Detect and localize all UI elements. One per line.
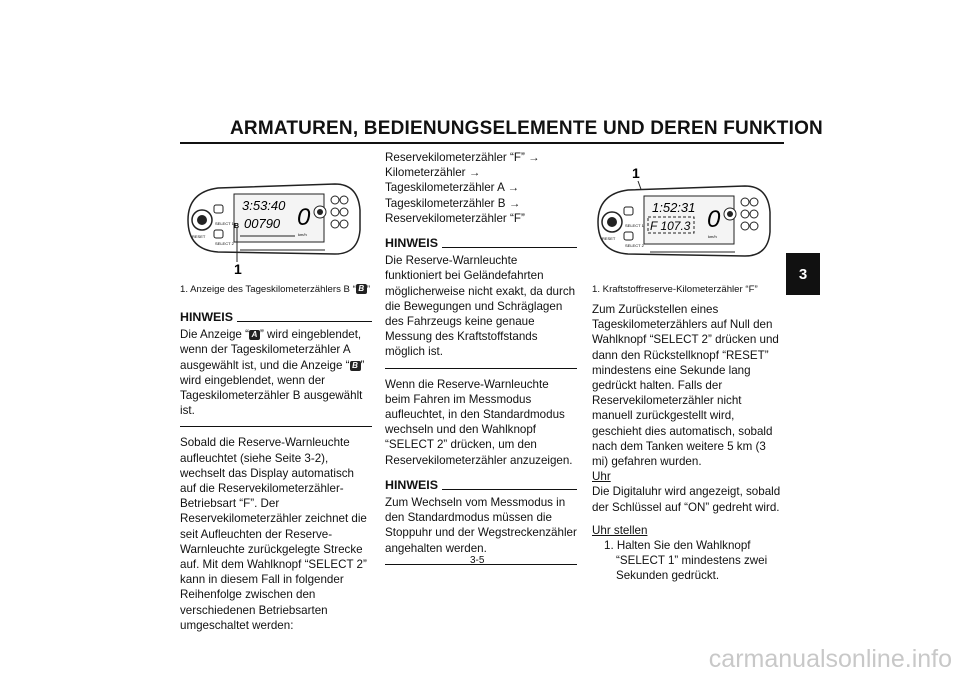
callout-1: 1 bbox=[632, 165, 640, 181]
display-gear: 0 bbox=[707, 206, 721, 233]
unit-label: km/h bbox=[708, 234, 717, 239]
hinweis-text: Die Reserve-Warnleuchte funktioniert bei Geländefahrten möglicherweise nicht exakt, da durch die Bewegungen und Schräglagen des Fahrzeugs keine genaue Messung des Kraftstoffstands möglich ist. bbox=[385, 254, 576, 359]
select1-label: SELECT 1 bbox=[215, 221, 234, 226]
callout-1: 1 bbox=[234, 261, 242, 277]
trip-a-icon: A bbox=[249, 330, 260, 340]
sequence-text: Reservekilometerzähler “F” → Kilometerzähler → Tageskilometerzähler A → Tageskilometerzähler B → Reservekilometerzähler “F” bbox=[385, 151, 540, 225]
unit-label: km/h bbox=[298, 232, 307, 237]
figure-caption: 1. Kraftstoffreserve-Kilometerzähler “F” bbox=[592, 284, 758, 295]
select2-label: SELECT 2 bbox=[215, 241, 234, 246]
hinweis-text: Zum Wechseln vom Messmodus in den Standardmodus müssen die Stoppuhr und der Wegstreckenzähler angehalten werden. bbox=[385, 496, 577, 555]
column-2 bbox=[385, 150, 577, 573]
select1-label: SELECT 1 bbox=[625, 223, 644, 228]
hinweis-heading: HINWEIS bbox=[385, 478, 577, 493]
trip-b-icon: B bbox=[350, 361, 361, 371]
hinweis-text: Wenn die Reserve-Warnleuchte beim Fahren im Messmodus aufleuchtet, in den Standardmodus wechseln und den Wahlknopf “SELECT 2” drücken, um den Reservekilometerzähler anzuzeigen. bbox=[385, 377, 573, 467]
trip-b-icon: B bbox=[356, 284, 367, 294]
display-odo: 00790 bbox=[244, 216, 281, 231]
hinweis-heading: HINWEIS bbox=[385, 236, 577, 251]
hinweis-text: Die Anzeige “ A ” wird eingeblendet, wenn der Tageskilometerzähler A ausgewählt ist, und die Anzeige “ B ” wird eingeblendet, wenn der Tageskilometerzähler B ausgewählt ist. bbox=[180, 328, 365, 418]
page-title: ARMATUREN, BEDIENUNGSELEMENTE UND DEREN FUNKTION bbox=[230, 118, 823, 139]
body-paragraph: Sobald die Reserve-Warnleuchte aufleuchtet (siehe Seite 3-2), wechselt das Display automatisch auf die Reservekilometerzähler-Betriebsart “F”. Der Reservekilometerzähler zeichnet die seit Aufleuchten der Reserve-Warnleuchte zurückgelegte Strecke auf. Mit dem Wahlknopf “SELECT 2” kann in diesem Fall in folgender Reihenfolge zwischen den verschiedenen Betriebsarten umgeschaltet werden: bbox=[180, 436, 367, 632]
instrument-figure-right bbox=[590, 162, 782, 282]
step-item: 1. Halten Sie den Wahlknopf “SELECT 1” mindestens zwei Sekunden gedrückt. bbox=[604, 539, 768, 583]
body-paragraph: Die Digitaluhr wird angezeigt, sobald der Schlüssel auf “ON” gedreht wird. bbox=[592, 485, 781, 514]
reset-label: RESET bbox=[192, 234, 206, 239]
watermark: carmanualsonline.info bbox=[708, 645, 952, 673]
chapter-tab[interactable]: 3 bbox=[786, 253, 820, 295]
display-odo: F 107.3 bbox=[650, 219, 691, 233]
select2-label: SELECT 2 bbox=[625, 243, 644, 248]
section-heading-uhr-stellen: Uhr stellen bbox=[592, 523, 648, 537]
figure-caption: 1. Anzeige des Tageskilometerzählers B “ B ” bbox=[180, 284, 371, 295]
column-1 bbox=[180, 284, 372, 633]
title-rule bbox=[180, 142, 784, 144]
column-3 bbox=[592, 284, 784, 584]
display-time: 1:52:31 bbox=[652, 200, 696, 215]
display-gear: 0 bbox=[297, 204, 311, 231]
section-heading-uhr: Uhr bbox=[592, 470, 611, 484]
page-number: 3-5 bbox=[470, 555, 485, 566]
display-time: 3:53:40 bbox=[242, 198, 286, 213]
instrument-figure-left bbox=[180, 170, 372, 280]
hinweis-heading: HINWEIS bbox=[180, 310, 372, 325]
body-paragraph: Zum Zurückstellen eines Tageskilometerzählers auf Null den Wahlknopf “SELECT 2” drücken und dann den Rückstellknopf “RESET” mindestens eine Sekunde lang gedrückt halten. Falls der Reservekilometerzähler nicht manuell zurückgestellt wird, geschieht dies automatisch, sobald nach dem Tanken weitere 5 km (3 mi) gefahren wurden. bbox=[592, 303, 779, 469]
reset-label: RESET bbox=[602, 236, 616, 241]
mode-marker: B bbox=[234, 223, 240, 230]
